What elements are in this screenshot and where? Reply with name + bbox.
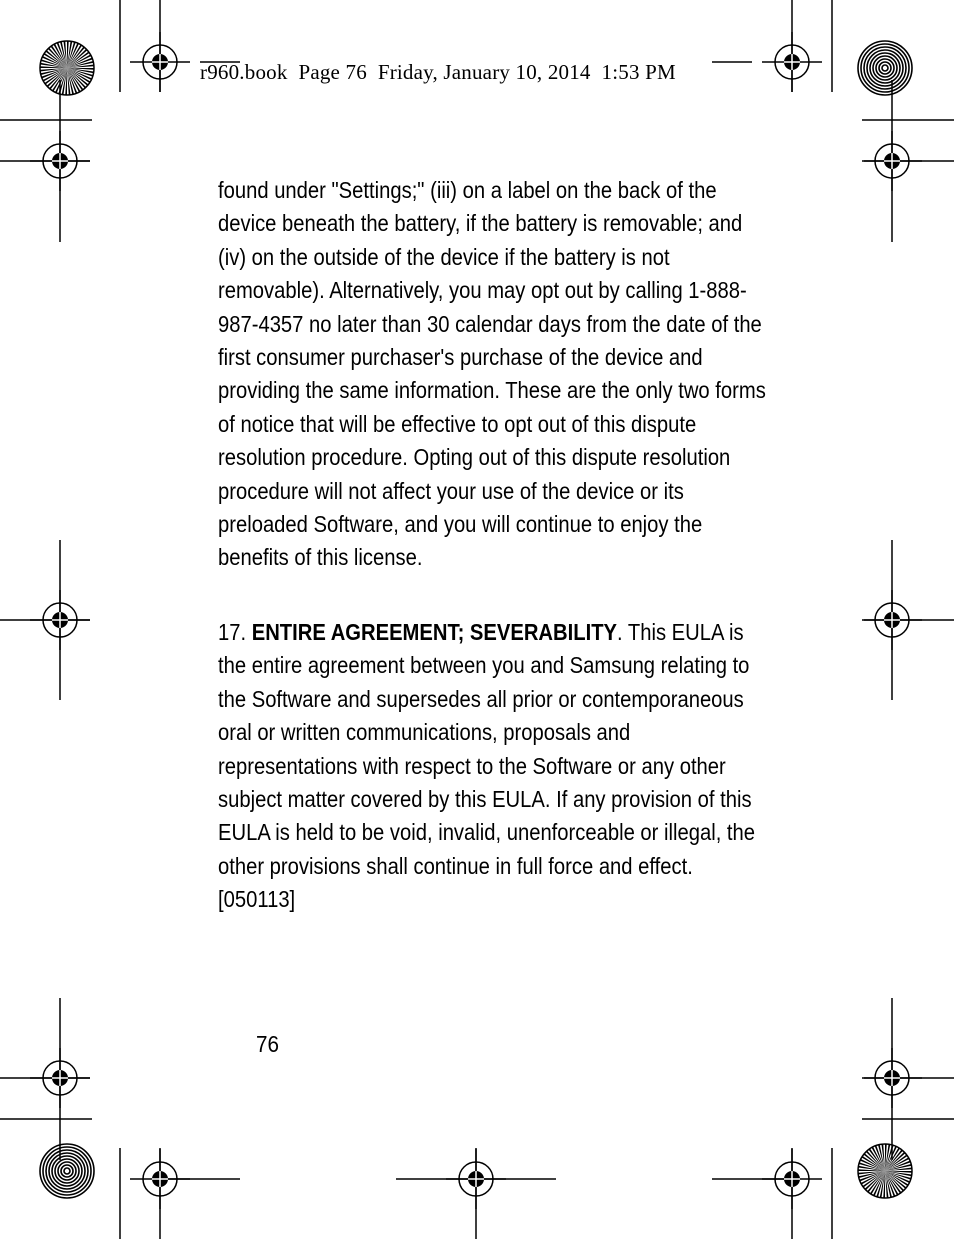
registration-mark (862, 1048, 922, 1108)
print-slug: r960.book Page 76 Friday, January 10, 2014 1:53 PM (200, 60, 676, 84)
registration-mark (30, 131, 90, 191)
registration-mark (30, 1048, 90, 1108)
star-target (858, 41, 912, 95)
page-number: 76 (256, 1031, 280, 1057)
star-target (40, 41, 94, 95)
registration-mark (762, 32, 822, 92)
section-17-text (218, 616, 766, 917)
section-body: . This EULA is the entire agreement between you and Samsung relating to the Software and supersedes all prior or contemporaneous oral or written communications, proposals and representations with respect to the Software or any other subject matter covered by this EULA. If any provision of this EULA is held to be void, invalid, unenforceable or illegal, the other provisions shall continue in full force and effect. [050113] (218, 619, 756, 913)
star-target (40, 1144, 94, 1198)
star-target (858, 1144, 912, 1198)
paragraph-continued (218, 174, 766, 575)
registration-mark (762, 1149, 822, 1209)
section-heading: ENTIRE AGREEMENT; SEVERABILITY (251, 619, 618, 645)
registration-mark (130, 1149, 190, 1209)
registration-mark (30, 590, 90, 650)
crop-line (160, 1148, 240, 1179)
paragraph-text: found under "Settings;" (iii) on a label on the back of the device beneath the battery, if the battery is removable; and (iv) on the outside of the device if the battery is not removable). Alternatively, you may opt out by calling 1-888-987-4357 no later than 30 calendar days from the date of the first consumer purchaser's purchase of the device and providing the same information. These are the only two forms of notice that will be effective to opt out of this dispute resolution procedure. Opting out of this dispute resolution procedure will not affect your use of the device or its preloaded Software, and you will continue to enjoy the benefits of this license. (218, 177, 766, 571)
registration-mark (862, 590, 922, 650)
section-number: 17. (218, 619, 252, 645)
section-17 (218, 616, 756, 917)
registration-mark (130, 32, 190, 92)
registration-mark (862, 131, 922, 191)
registration-mark (446, 1149, 506, 1209)
